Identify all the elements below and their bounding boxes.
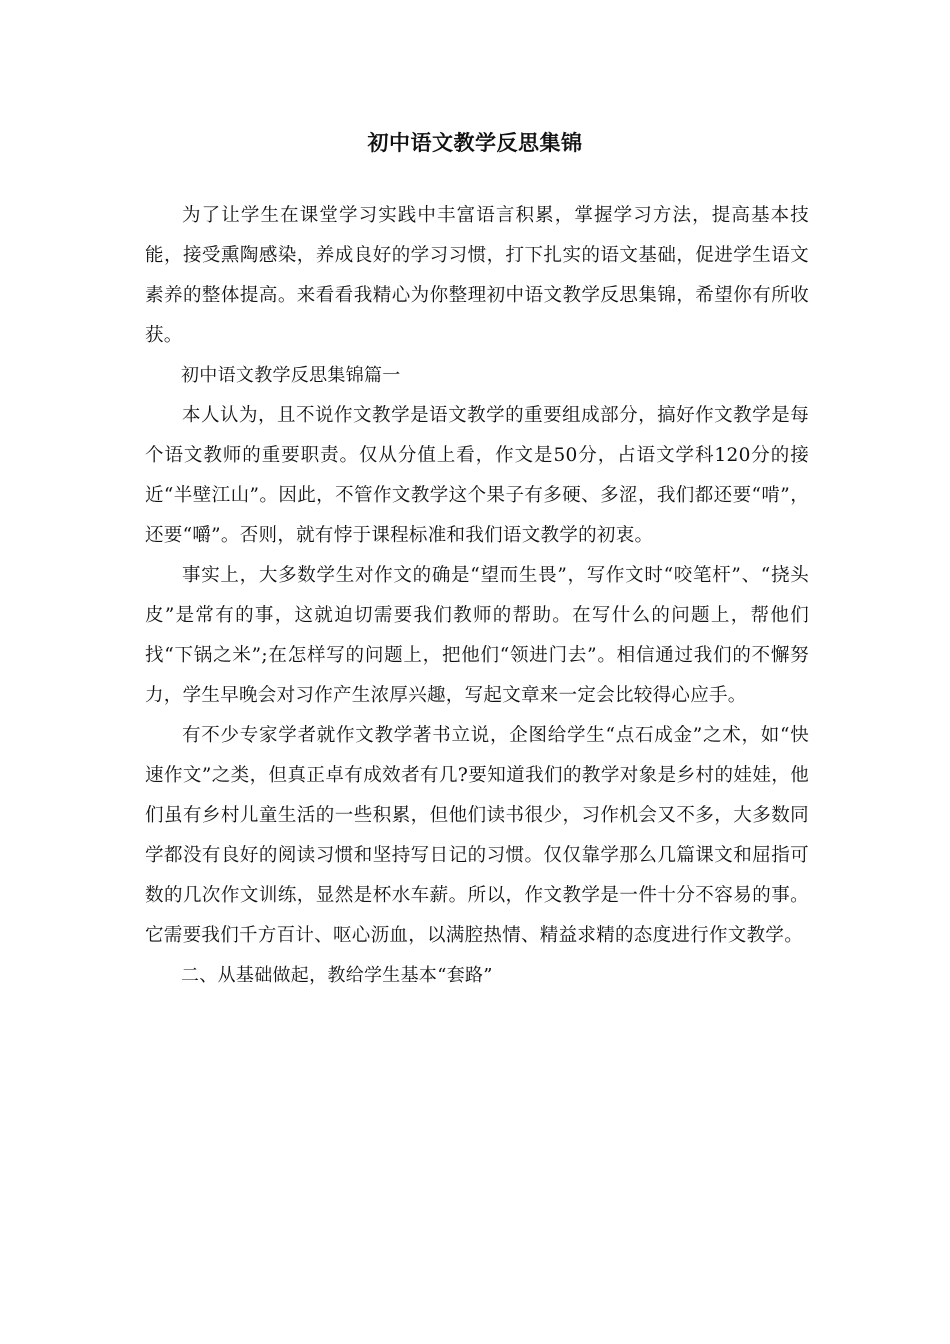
section-heading-part-one: 初中语文教学反思集锦篇一 [181,365,401,386]
document-title: 初中语文教学反思集锦 [367,130,583,155]
body-paragraph: 本人认为，且不说作文教学是语文教学的重要组成部分，搞好作文教学是每个语文教师的重要职责。仅从分值上看，作文是50分，占语文学科120分的接近“半壁江山”。因此，不管作文教学这个果子有多硬、多涩，我们都还要“啃”，还要“嚼”。否则，就有悖于课程标准和我们语文教学的初衷。 [145,405,809,546]
body-paragraph: 事实上，大多数学生对作文的确是“望而生畏”，写作文时“咬笔杆”、“挠头皮”是常有的事，这就迫切需要我们教师的帮助。在写什么的问题上，帮他们找“下锅之米”;在怎样写的问题上，把他们“领进门去”。相信通过我们的不懈努力，学生早晚会对习作产生浓厚兴趣，写起文章来一定会比较得心应手。 [145,565,809,706]
body-paragraph: 有不少专家学者就作文教学著书立说，企图给学生“点石成金”之术，如“快速作文”之类，但真正卓有成效者有几?要知道我们的教学对象是乡村的娃娃，他们虽有乡村儿童生活的一些积累，但他们读书很少，习作机会又不多，大多数同学都没有良好的阅读习惯和坚持写日记的习惯。仅仅靠学那么几篇课文和屈指可数的几次作文训练，显然是杯水车薪。所以，作文教学是一件十分不容易的事。它需要我们千方百计、呕心沥血，以满腔热情、精益求精的态度进行作文教学。 [145,725,809,946]
intro-paragraph: 为了让学生在课堂学习实践中丰富语言积累，掌握学习方法，提高基本技能，接受熏陶感染，养成良好的学习习惯，打下扎实的语文基础，促进学生语文素养的整体提高。来看看我精心为你整理初中语文教学反思集锦，希望你有所收获。 [145,205,809,346]
document-body [145,196,809,996]
section-heading-two: 二、从基础做起，教给学生基本“套路” [181,965,493,986]
